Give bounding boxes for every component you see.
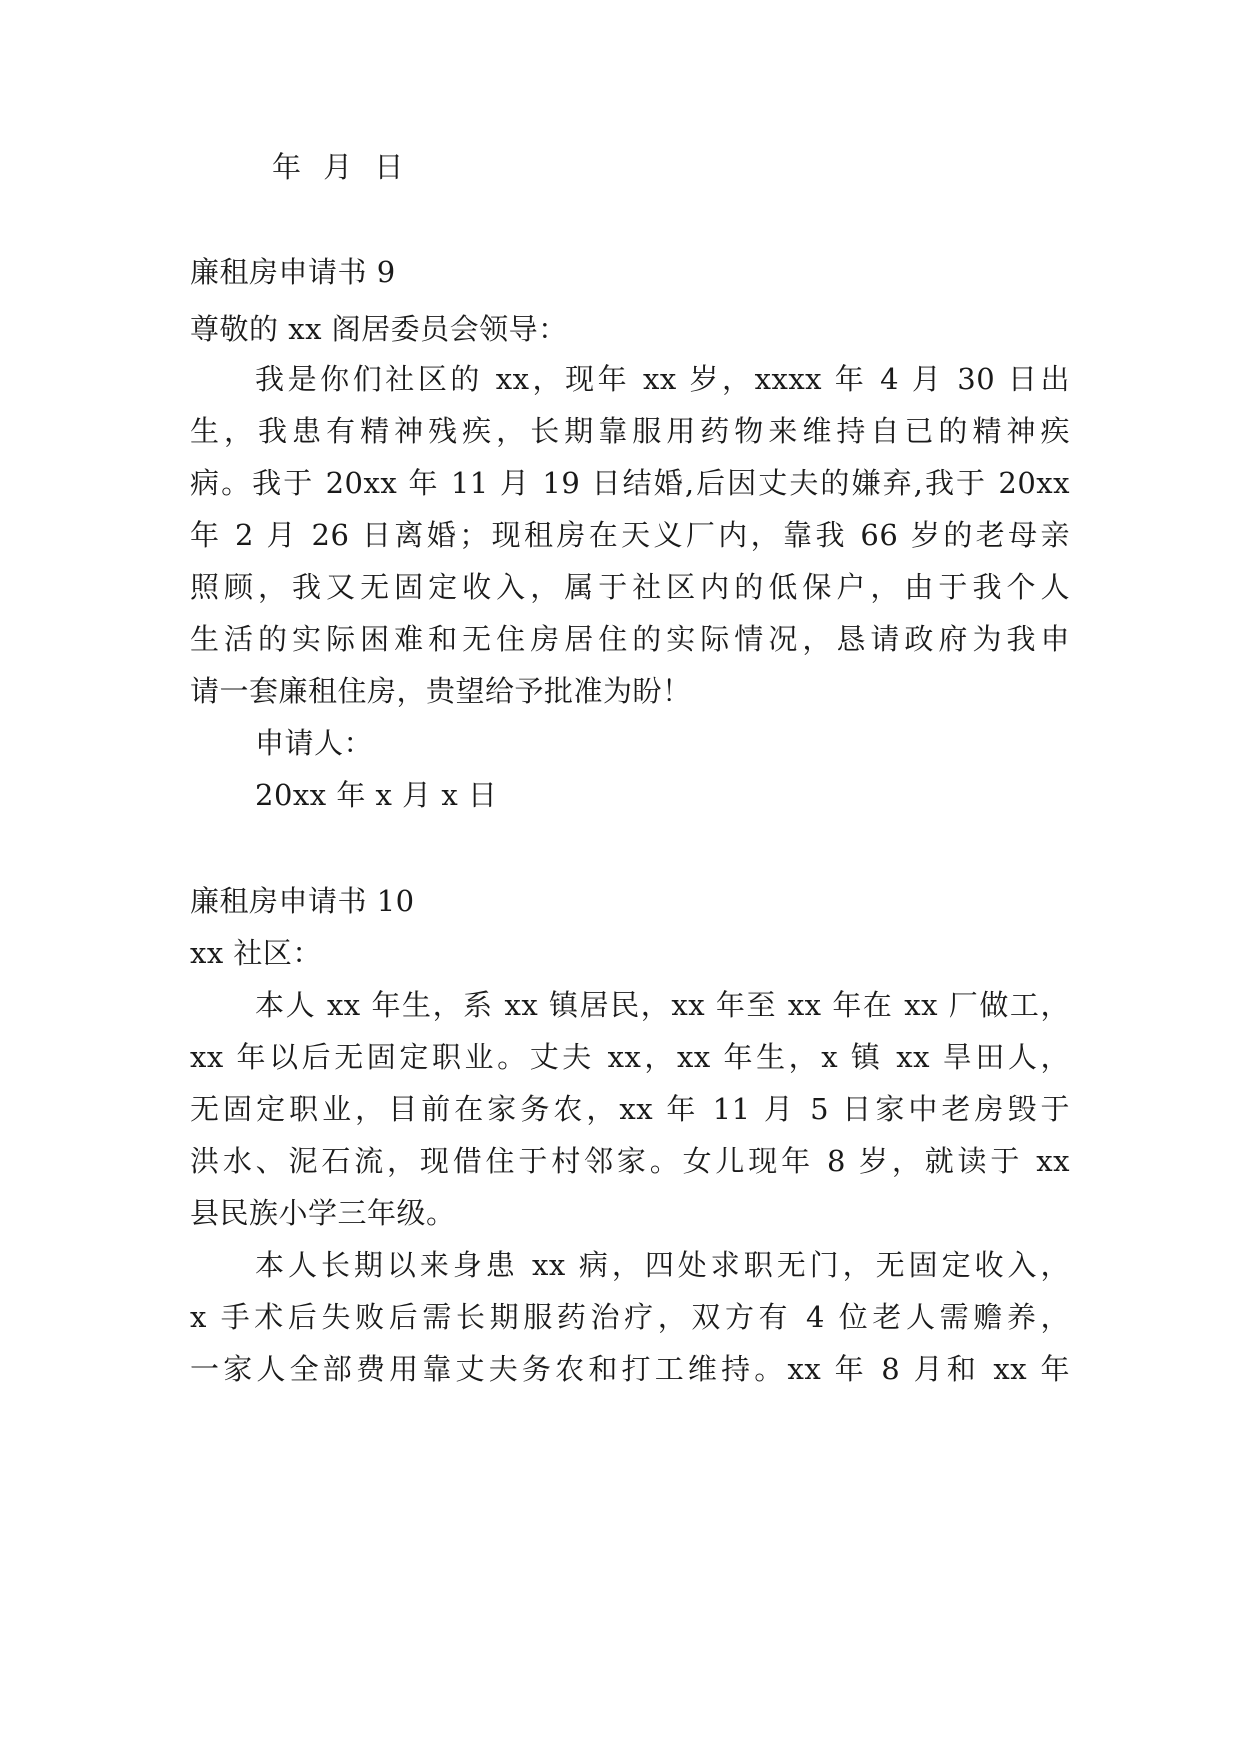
top-date: 年 月 日 xyxy=(272,150,404,184)
letter10-title: 廉租房申请书 10 xyxy=(190,884,415,918)
letter10-salutation: xx 社区： xyxy=(190,936,322,970)
letter9-date: 20xx 年 x 月 x 日 xyxy=(255,778,498,812)
letter9-body-line: 病。我于 20xx 年 11 月 19 日结婚,后因丈夫的嫌弃,我于 20xx xyxy=(190,466,1070,500)
letter9-applicant-label: 申请人： xyxy=(255,726,374,760)
letter9-body-line: 我是你们社区的 xx，现年 xx 岁，xxxx 年 4 月 30 日出 xyxy=(255,362,1070,396)
letter10-para1-line: 本人 xx 年生，系 xx 镇居民，xx 年至 xx 年在 xx 厂做工， xyxy=(255,988,1070,1022)
letter9-body-line: 生，我患有精神残疾，长期靠服用药物来维持自已的精神疾 xyxy=(190,414,1070,448)
letter10-para1-line: 洪水、泥石流，现借住于村邻家。女儿现年 8 岁，就读于 xx xyxy=(190,1144,1070,1178)
letter10-para1-line: 无固定职业，目前在家务农，xx 年 11 月 5 日家中老房毁于 xyxy=(190,1092,1070,1126)
letter9-salutation: 尊敬的 xx 阁居委员会领导： xyxy=(190,312,568,346)
letter9-title: 廉租房申请书 9 xyxy=(190,255,396,289)
letter10-para1-line: xx 年以后无固定职业。丈夫 xx，xx 年生，x 镇 xx 旱田人， xyxy=(190,1040,1070,1074)
letter10-para2-line: 一家人全部费用靠丈夫务农和打工维持。xx 年 8 月和 xx 年 xyxy=(190,1352,1070,1386)
letter10-para1-line: 县民族小学三年级。 xyxy=(190,1196,456,1230)
letter10-para2-line: x 手术后失败后需长期服药治疗，双方有 4 位老人需赡养， xyxy=(190,1300,1070,1334)
letter9-body-line: 生活的实际困难和无住房居住的实际情况，恳请政府为我申 xyxy=(190,622,1070,656)
letter10-para2-line: 本人长期以来身患 xx 病，四处求职无门，无固定收入， xyxy=(255,1248,1070,1282)
letter9-body-line: 年 2 月 26 日离婚；现租房在天义厂内，靠我 66 岁的老母亲 xyxy=(190,518,1070,552)
letter9-body-line: 照顾，我又无固定收入，属于社区内的低保户，由于我个人 xyxy=(190,570,1070,604)
letter9-body-line: 请一套廉租住房，贵望给予批准为盼！ xyxy=(190,674,692,708)
